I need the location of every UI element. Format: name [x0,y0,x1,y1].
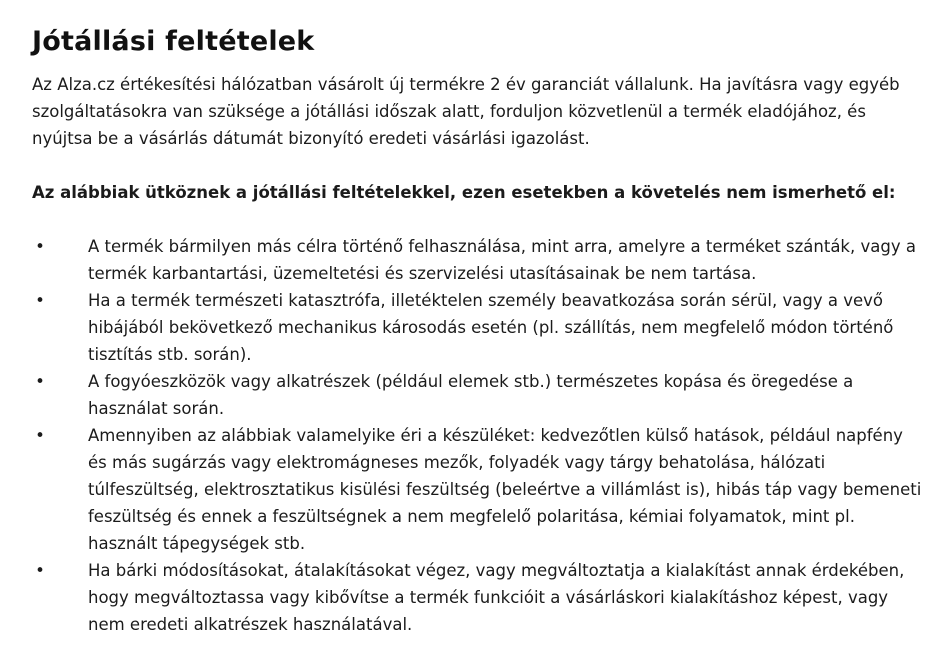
bullet-icon: • [35,372,45,391]
bullet-icon: • [35,426,45,445]
exclusions-lead: Az alábbiak ütköznek a jótállási feltételekkel, ezen esetekben a követelés nem ismerhető el: [32,183,896,202]
page-title: Jótállási feltételek [32,26,315,57]
bullet-icon: • [35,561,45,580]
list-item-text: Amennyiben az alábbiak valamelyike éri a készüléket: kedvezőtlen külső hatások, például napfény és más sugárzás vagy elektromágneses mezők, folyadék vagy tárgy behatolása, hálózati túlfeszültség, elektrosztatikus kisülési feszültség (beleértve a villámlást is), hibás táp vagy bemeneti feszültség és ennek a feszültségnek a nem megfelelő polaritása, kémiai folyamatok, mint pl. használt tápegységek stb. [88,426,922,553]
list-item [32,287,922,368]
list-item [32,557,922,638]
bullet-icon: • [35,237,45,256]
list-item-text: Ha a termék természeti katasztrófa, illetéktelen személy beavatkozása során sérül, vagy a vevő hibájából bekövetkező mechanikus károsodás esetén (pl. szállítás, nem megfelelő módon történő tisztítás stb. során). [88,291,894,364]
list-item [32,368,922,422]
list-item-text: A fogyóeszközök vagy alkatrészek (például elemek stb.) természetes kopása és öregedése a használat során. [88,372,854,418]
exclusions-list [32,233,922,638]
list-item [32,422,922,557]
list-item-text: Ha bárki módosításokat, átalakításokat végez, vagy megváltoztatja a kialakítást annak érdekében, hogy megváltoztassa vagy kibővítse a termék funkcióit a vásárláskori kialakításhoz képest, vagy nem eredeti alkatrészek használatával. [88,561,905,634]
list-item-text: A termék bármilyen más célra történő felhasználása, mint arra, amelyre a terméket szánták, vagy a termék karbantartási, üzemeltetési és szervizelési utasításainak be nem tartása. [88,237,916,283]
bullet-icon: • [35,291,45,310]
list-item [32,233,922,287]
intro-paragraph: Az Alza.cz értékesítési hálózatban vásárolt új termékre 2 év garanciát vállalunk. Ha javításra vagy egyéb szolgáltatásokra van szüksége a jótállási időszak alatt, forduljon közvetlenül a termék eladójához, és nyújtsa be a vásárlás dátumát bizonyító eredeti vásárlási igazolást. [32,75,900,148]
